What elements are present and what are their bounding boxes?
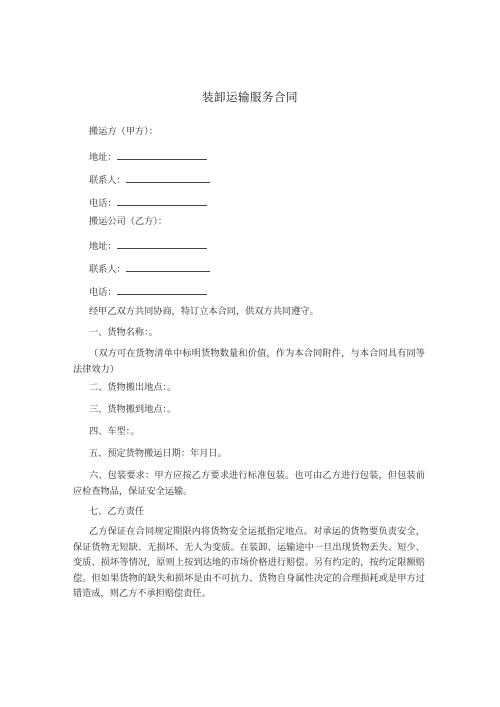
clause-2: 二、货物搬出地点：。 xyxy=(89,382,177,393)
party-b-heading: 搬运公司（乙方）： xyxy=(89,216,168,227)
party-b-phone-label: 电话： xyxy=(89,287,117,298)
party-a-contact-blank xyxy=(126,172,210,183)
clause-6: 六、包装要求：甲方应按乙方要求进行标准包装。也可由乙方进行包装，但包装前应检查物品，保证安全运输。 xyxy=(73,470,425,497)
party-b-address-blank xyxy=(117,238,207,249)
party-a-phone-row xyxy=(89,195,207,210)
party-a-address-label: 地址： xyxy=(89,152,117,163)
party-a-address-blank xyxy=(117,149,207,160)
party-a-address-row xyxy=(89,149,207,164)
clause-1: 一、货物名称：。 xyxy=(89,327,158,338)
party-a-phone-blank xyxy=(117,195,207,206)
clause-7-body: 乙方保证在合同规定期限内将货物安全运抵指定地点。对承运的货物要负责安全，保证货物无短缺、无损坏、无人为变质。在装卸、运输途中一旦出现货物丢失、短少、变质、损坏等情况，原则上按到达地的市场价格进行赔偿。另有约定的，按约定限额赔偿。但如果货物的缺失和损坏是由不可抗力、货物自身属性决定的合理损耗或是甲方过错造成，则乙方不承担赔偿责任。 xyxy=(73,526,425,599)
party-b-address-row xyxy=(89,238,207,253)
document-title: 装卸运输服务合同 xyxy=(202,90,298,104)
party-b-phone-row xyxy=(89,284,207,299)
party-b-address-label: 地址： xyxy=(89,241,117,252)
party-b-contact-label: 联系人： xyxy=(89,264,126,275)
party-b-contact-blank xyxy=(126,261,210,272)
party-a-heading: 搬运方（甲方）： xyxy=(89,126,158,137)
party-a-phone-label: 电话： xyxy=(89,198,117,209)
intro-text: 经甲乙双方共同协商，特订立本合同，供双方共同遵守。 xyxy=(89,306,319,317)
party-a-contact-row xyxy=(89,172,210,187)
party-b-phone-blank xyxy=(117,284,207,295)
clause-1-note: （双方可在货物清单中标明货物数量和价值，作为本合同附件，与本合同具有同等法律效力） xyxy=(73,348,425,375)
clause-4: 四、车型：。 xyxy=(89,426,140,437)
clause-5: 五、预定货物搬运日期：年月日。 xyxy=(89,448,227,459)
clause-3: 三、货物搬到地点：。 xyxy=(89,404,177,415)
party-b-contact-row xyxy=(89,261,210,276)
clause-7-heading: 七、乙方责任 xyxy=(89,506,145,517)
party-a-contact-label: 联系人： xyxy=(89,175,126,186)
